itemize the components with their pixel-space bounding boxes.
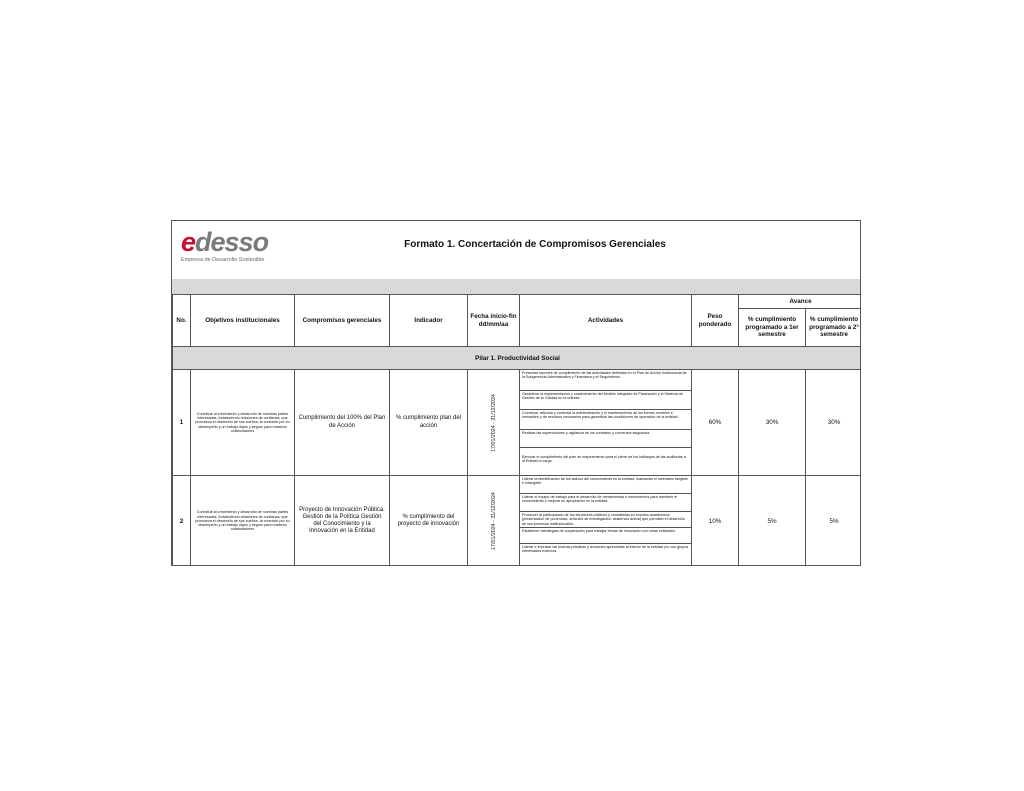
compromiso-cell: Proyecto de Innovación Pública. Gestión de la Política Gestión del Conocimiento y la Innovación en la Entidad — [295, 476, 390, 567]
header-compromisos: Compromisos gerenciales — [295, 295, 390, 347]
actividad-item: Liderar la identificación de los activos del conocimiento en la entidad, realizando el inventario tangible e intangible. — [520, 476, 691, 494]
logo-tagline: Empresa de Desarrollo Sostenible — [181, 257, 265, 263]
actividad-item: Liderar e impulsar las buenas prácticas y lecciones aprendidas al interior de la entidad y/o con grupos interesados externos. — [522, 545, 689, 554]
logo-wordmark: edesso — [181, 227, 269, 257]
objetivo-cell: Contribuir al crecimiento y desarrollo de nuestras partes interesadas, fortaleciendo relaciones de confianza, que promueva el desarrollo de sus sueños, la conexión por su desempeño y un trabajo digno y seguro para nuestros colaboradores — [191, 476, 295, 567]
header-indicador: Indicador — [390, 295, 468, 347]
actividad-item: Establecer estrategias de cooperación para trabajar temas de innovación con otras entidades. — [520, 528, 691, 544]
header-peso: Peso ponderado — [692, 295, 739, 347]
header-band — [172, 279, 861, 295]
table-row — [173, 476, 862, 567]
actividad-item: Realizar las supervisiones y vigilancia de los contratos y convenios asignados. — [520, 430, 691, 448]
actividades-cell — [520, 370, 692, 476]
title-row — [172, 221, 861, 280]
pillar-label: Pilar 1. Productividad Social — [173, 347, 862, 370]
header-objetivos: Objetivos institucionales — [191, 295, 295, 347]
actividad-item: Presentar reportes de cumplimiento de las actividades definidas en el Plan de Acción Institucional de la Subgerencia Administrativa y Financiera y el Seguimiento. — [520, 370, 691, 391]
actividad-item: Coordinar, articular y controlar la administración y el mantenimiento de los bienes muebles e inmuebles y de servicios necesarios para garantizar las condiciones de operación de la entidad. — [520, 410, 691, 430]
actividad-item: Ejecutar el cumplimiento del plan de mejoramiento para el cierre de los hallazgos de las auditorías a la Entidad a cargo. — [522, 455, 686, 464]
header-sem1: % cumplimiento programado a 1er semestre — [739, 309, 806, 347]
table-row — [173, 370, 862, 476]
header-fecha: Fecha inicio-fin dd/mm/aa — [468, 295, 520, 347]
fecha-cell — [468, 476, 520, 567]
peso-cell: 60% — [692, 370, 739, 476]
document-title: Formato 1. Concertación de Compromisos Gerenciales — [404, 239, 666, 250]
header-sem2: % cumplimiento programado a 2° semestre — [806, 309, 862, 347]
fecha-cell — [468, 370, 520, 476]
indicador-cell: % cumplimiento del proyecto de innovación — [390, 476, 468, 567]
sem2-cell: 5% — [806, 476, 862, 567]
actividad-item: Promover la participación de los servidores públicos y contratistas en eventos académicos (presentación de ponencias, artículos de investigación, asistencia activa) que permitan el desarrollo de sus procesos institucionales. — [520, 512, 691, 528]
sem1-cell: 5% — [739, 476, 806, 567]
peso-cell: 10% — [692, 476, 739, 567]
objetivo-cell: Contribuir al crecimiento y desarrollo de nuestras partes interesadas, fortaleciendo relaciones de confianza, que promueva el desarrollo de sus sueños, la conexión por su desempeño y un trabajo digno y seguro para nuestros colaboradores — [191, 370, 295, 476]
row-number: 2 — [173, 476, 191, 567]
commitments-table — [172, 294, 861, 566]
actividad-item: Garantizar la implementación y sostenimiento del Modelo Integrado de Planeación y el Sistema de Gestión de la Calidad en la entidad. — [520, 391, 691, 410]
sem1-cell: 30% — [739, 370, 806, 476]
fecha-text: 17/01/2024 - 31/12/2024 — [490, 393, 497, 452]
pillar-row — [173, 347, 862, 370]
compromiso-cell: Cumplimiento del 100% del Plan de Acción — [295, 370, 390, 476]
actividades-cell — [520, 476, 692, 567]
indicador-cell: % cumplimiento plan del acción — [390, 370, 468, 476]
actividad-item: Liderar el equipo de trabajo para el desarrollo de herramientas o instrumentos para transferir el conocimiento y mejorar su apropiación en la entidad. — [520, 494, 691, 512]
header-actividades: Actividades — [520, 295, 692, 347]
row-number: 1 — [173, 370, 191, 476]
fecha-text: 17/01/2024 - 31/12/2024 — [490, 492, 497, 550]
sem2-cell: 30% — [806, 370, 862, 476]
header-no: No. — [173, 295, 191, 347]
commitments-sheet — [171, 220, 861, 566]
header-avance: Avance — [739, 295, 862, 309]
